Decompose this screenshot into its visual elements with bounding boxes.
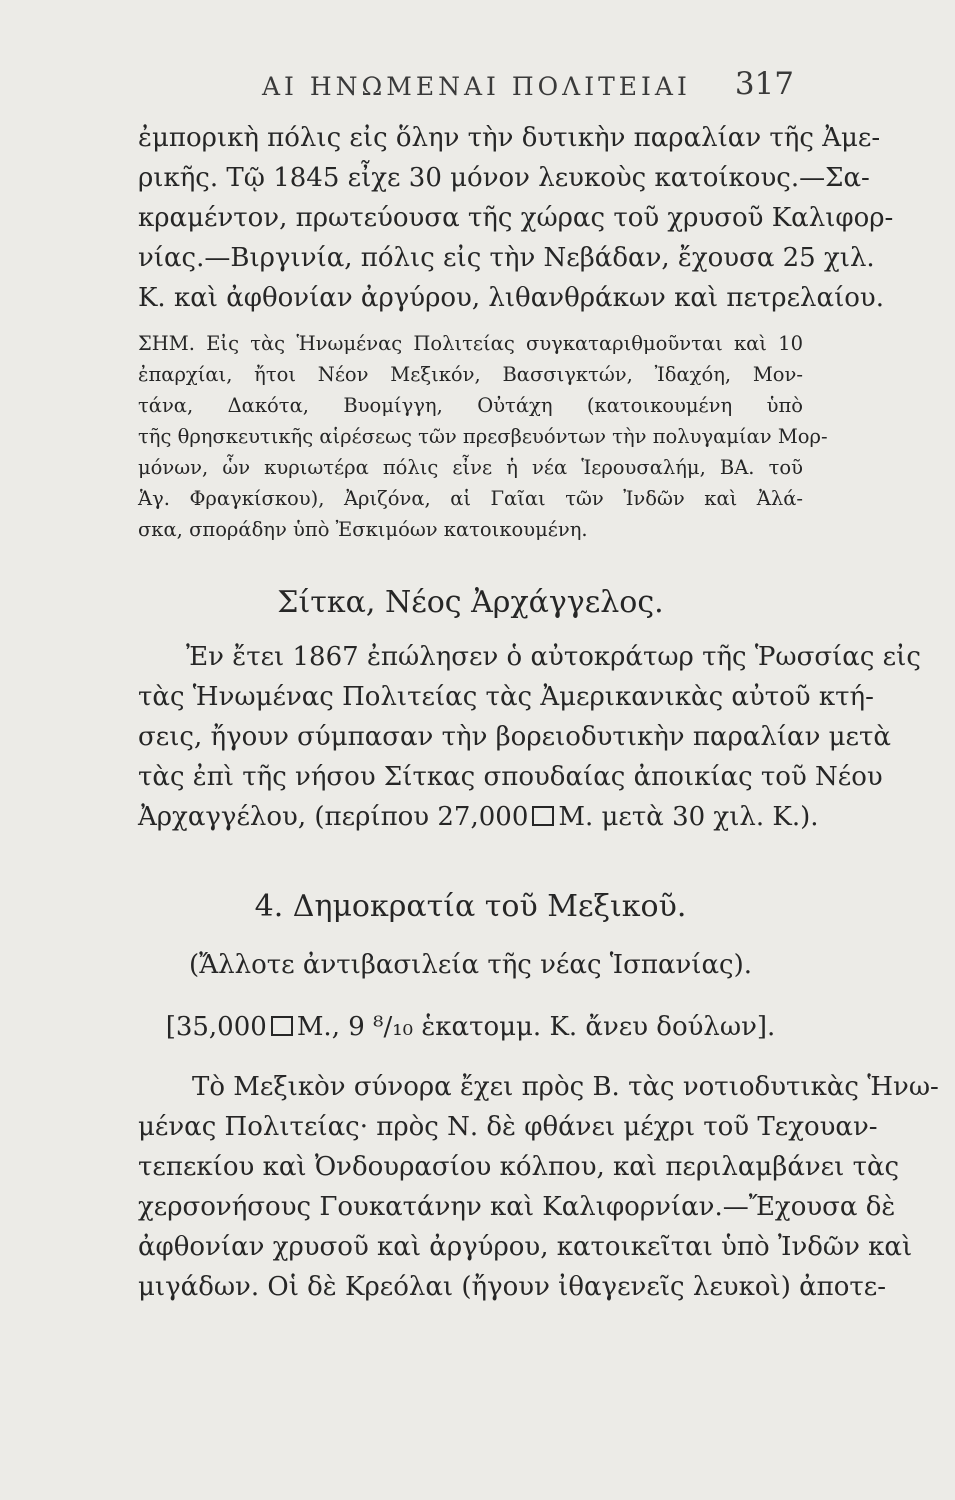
text-line: μιγάδων. Οἱ δὲ Κρεόλαι (ἤγουν ἰθαγενεῖς λευκοὶ) ἀποτε- xyxy=(138,1272,887,1302)
section-heading-sitka: Σίτκα, Νέος Ἀρχάγγελος. xyxy=(277,585,664,620)
section-subtitle-mexico: (Ἄλλοτε ἀντιβασιλεία τῆς νέας Ἱσπανίας). xyxy=(188,950,753,980)
note-line: Ἁγ. Φραγκίσκου), Ἀριζόνα, αἱ Γαῖαι τῶν Ἰνδῶν καὶ Ἀλά- xyxy=(138,487,803,510)
body-text xyxy=(138,118,939,1307)
text-line: ἐμπορικὴ πόλις εἰς ὅλην τὴν δυτικὴν παραλίαν τῆς Ἀμε- xyxy=(138,123,881,153)
note-line: ἐπαρχίαι, ἤτοι Νέον Μεξικόν, Βασσιγκτών, Ἰδαχόη, Μον- xyxy=(138,363,803,386)
note-line: τῆς θρησκευτικῆς αἱρέσεως τῶν πρεσβευόντων τὴν πολυγαμίαν Μορ- xyxy=(138,425,828,448)
text-line: χερσονήσους Γουκατάνην καὶ Καλιφορνίαν.—Ἔχουσα δὲ xyxy=(138,1192,896,1222)
section-heading-mexico: 4. Δημοκρατία τοῦ Μεξικοῦ. xyxy=(254,889,687,924)
text-line: κραμέντον, πρωτεύουσα τῆς χώρας τοῦ χρυσοῦ Καλιφορ- xyxy=(138,203,894,233)
text-line: νίας.—Βιργινία, πόλις εἰς τὴν Νεβάδαν, ἔχουσα 25 χιλ. xyxy=(138,243,875,273)
mexico-stats xyxy=(138,1007,803,1047)
paragraph-california xyxy=(138,118,894,318)
text-fragment: Ἀρχαγγέλου, (περίπου 27,000 xyxy=(138,802,529,832)
text-fragment: Μ., 9 ⁸/₁₀ ἑκατομμ. Κ. ἄνευ δούλων]. xyxy=(296,1012,776,1042)
note-line: σκα, σποράδην ὑπὸ Ἐσκιμόων κατοικουμένη. xyxy=(138,518,588,541)
text-line: ρικῆς. Τῷ 1845 εἶχε 30 μόνον λευκοὺς κατοίκους.—Σα- xyxy=(138,163,870,193)
text-line: σεις, ἤγουν σύμπασαν τὴν βορειοδυτικὴν παραλίαν μετὰ xyxy=(138,722,891,752)
text-line: Ἐν ἔτει 1867 ἐπώλησεν ὁ αὐτοκράτωρ τῆς Ῥωσσίας εἰς xyxy=(186,642,921,672)
running-title: ΑΙ ΗΝΩΜΕΝΑΙ ΠΟΛΙΤΕΙΑΙ xyxy=(262,72,691,101)
text-fragment: Μ. μετὰ 30 χιλ. Κ.). xyxy=(558,802,819,832)
text-line: Κ. καὶ ἀφθονίαν ἀργύρου, λιθανθράκων καὶ πετρελαίου. xyxy=(138,283,885,313)
paragraph-mexico xyxy=(138,1067,939,1307)
text-fragment: [35,000 xyxy=(165,1012,267,1042)
note-line: τάνα, Δακότα, Βυομίγγη, Οὐτάχη (κατοικουμένη ὑπὸ xyxy=(138,394,803,417)
text-line: ἀφθονίαν χρυσοῦ καὶ ἀργύρου, κατοικεῖται ὑπὸ Ἰνδῶν καὶ xyxy=(138,1232,913,1262)
square-symbol xyxy=(271,1016,293,1036)
note-line: ΣΗΜ. Εἰς τὰς Ἡνωμένας Πολιτείας συγκαταριθμοῦνται καὶ 10 xyxy=(138,332,803,355)
page-number: 317 xyxy=(734,66,794,102)
text-line xyxy=(138,797,819,837)
paragraph-sitka xyxy=(138,637,921,837)
note-territories xyxy=(138,328,828,545)
text-line: τὰς ἐπὶ τῆς νήσου Σίτκας σπουδαίας ἀποικίας τοῦ Νέου xyxy=(138,762,883,792)
text-line: Τὸ Μεξικὸν σύνορα ἔχει πρὸς Β. τὰς νοτιοδυτικὰς Ἡνω- xyxy=(192,1072,939,1102)
text-line: τὰς Ἡνωμένας Πολιτείας τὰς Ἀμερικανικὰς αὐτοῦ κτή- xyxy=(138,682,874,712)
text-line: μένας Πολιτείας· πρὸς Ν. δὲ φθάνει μέχρι τοῦ Τεχουαν- xyxy=(138,1112,878,1142)
note-line: μόνων, ὧν κυριωτέρα πόλις εἶνε ἡ νέα Ἱερουσαλήμ, ΒΑ. τοῦ xyxy=(138,456,803,479)
text-line: τεπεκίου καὶ Ὀνδουρασίου κόλπου, καὶ περιλαμβάνει τὰς xyxy=(138,1152,900,1182)
square-symbol xyxy=(532,806,554,826)
page-header xyxy=(232,66,794,106)
